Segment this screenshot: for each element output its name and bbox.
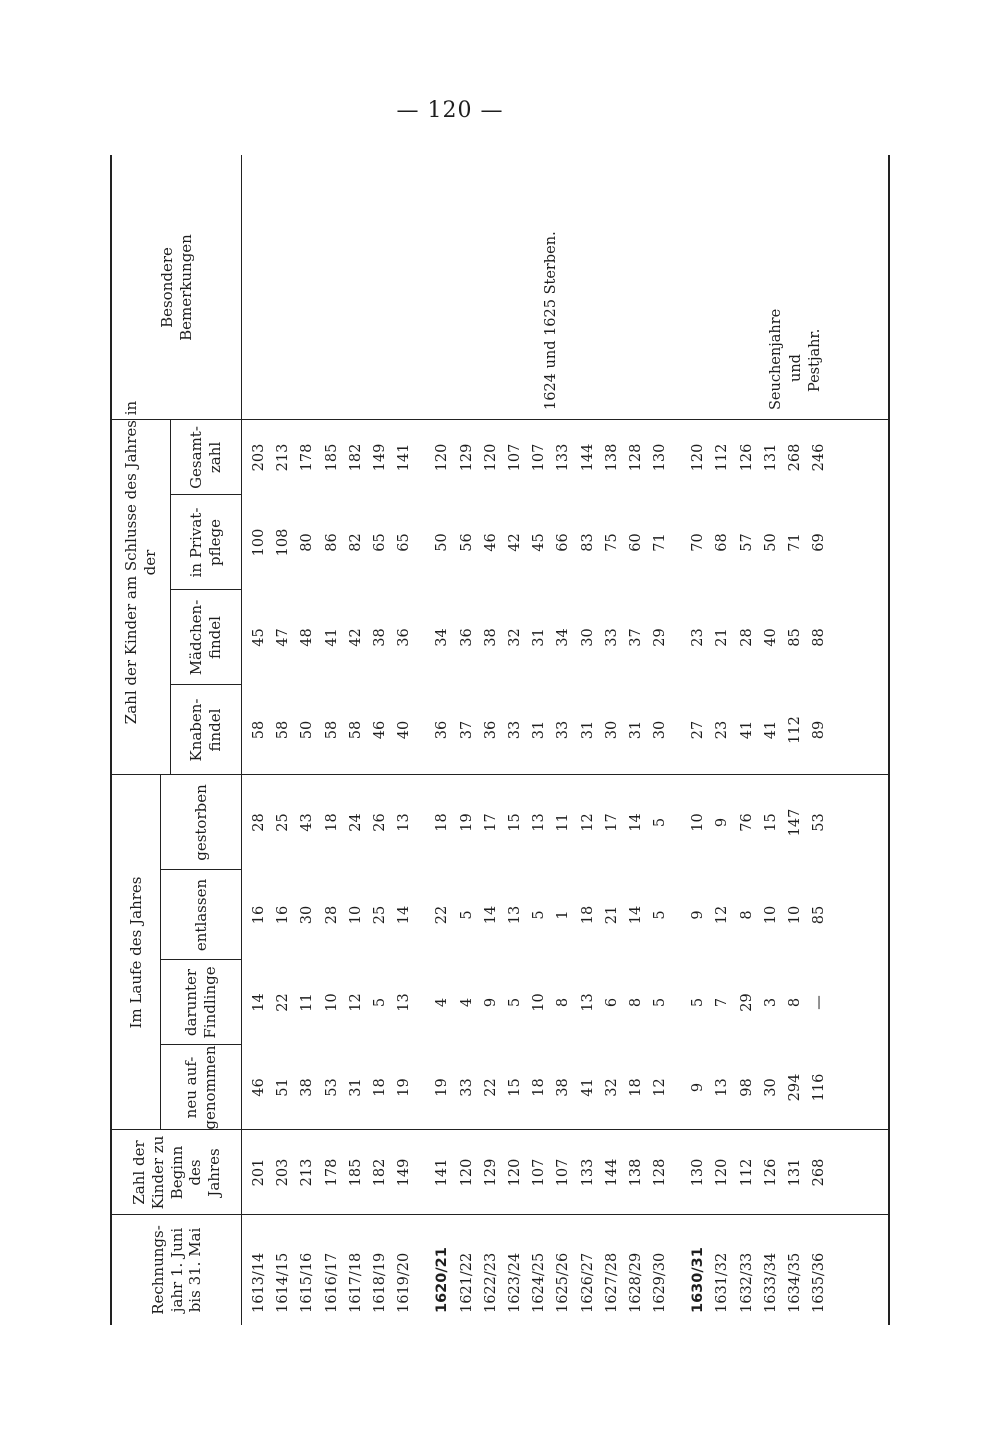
column-divider bbox=[170, 494, 242, 495]
cell-boys: 31 bbox=[579, 720, 596, 740]
cell-total: 182 bbox=[347, 443, 364, 472]
cell-total: 126 bbox=[738, 443, 755, 472]
column-divider bbox=[170, 684, 242, 685]
cell-start: 126 bbox=[762, 1158, 779, 1187]
cell-total: 268 bbox=[787, 443, 804, 472]
header-year: Rechnungs-jahr 1. Juni bis 31. Mai bbox=[148, 1225, 205, 1315]
cell-private: 83 bbox=[579, 533, 596, 552]
cell-new: 98 bbox=[738, 1078, 755, 1097]
cell-girls: 38 bbox=[482, 628, 499, 647]
table-header bbox=[112, 155, 242, 1325]
cell-new: 41 bbox=[579, 1078, 596, 1097]
rotated-table bbox=[110, 155, 890, 1325]
cell-girls: 34 bbox=[555, 628, 572, 647]
cell-private: 57 bbox=[738, 533, 755, 552]
cell-year: 1629/30 bbox=[652, 1252, 669, 1313]
cell-private: 75 bbox=[603, 533, 620, 552]
cell-private: 86 bbox=[323, 533, 340, 552]
cell-girls: 40 bbox=[762, 628, 779, 647]
cell-year: 1634/35 bbox=[787, 1252, 804, 1313]
cell-year: 1635/36 bbox=[811, 1252, 828, 1313]
cell-year: 1618/19 bbox=[372, 1252, 389, 1313]
table-row bbox=[479, 155, 503, 1325]
cell-private: 100 bbox=[251, 528, 268, 557]
cell-total: 107 bbox=[531, 443, 548, 472]
cell-foundlings: 29 bbox=[738, 993, 755, 1012]
cell-foundlings: 5 bbox=[690, 997, 707, 1008]
cell-new: 294 bbox=[787, 1073, 804, 1102]
cell-girls: 23 bbox=[690, 628, 707, 647]
cell-died: 15 bbox=[762, 813, 779, 832]
header-died: gestorben bbox=[191, 784, 210, 861]
cell-released: 30 bbox=[299, 905, 316, 925]
cell-girls: 33 bbox=[603, 628, 620, 647]
header-during-year: Im Laufe des Jahres bbox=[126, 876, 145, 1029]
table-row bbox=[600, 155, 624, 1325]
cell-died: 18 bbox=[434, 813, 451, 832]
cell-private: 65 bbox=[372, 533, 389, 552]
cell-boys: 30 bbox=[603, 720, 620, 740]
cell-start: 131 bbox=[787, 1158, 804, 1187]
cell-new: 53 bbox=[323, 1078, 340, 1097]
cell-released: 18 bbox=[579, 905, 596, 925]
remark-epidemic bbox=[767, 170, 826, 410]
cell-died: 13 bbox=[396, 813, 413, 832]
cell-girls: 37 bbox=[627, 628, 644, 647]
cell-released: 9 bbox=[690, 910, 707, 920]
cell-released: 5 bbox=[458, 910, 475, 920]
cell-foundlings: 4 bbox=[434, 997, 451, 1008]
cell-boys: 36 bbox=[434, 720, 451, 740]
header-end-count: Zahl der Kinder am Schlusse des Jahres in der bbox=[122, 400, 159, 725]
cell-foundlings: 22 bbox=[275, 993, 292, 1012]
cell-private: 66 bbox=[555, 533, 572, 552]
cell-released: 14 bbox=[396, 905, 413, 925]
cell-total: 107 bbox=[506, 443, 523, 472]
cell-total: 149 bbox=[372, 443, 389, 472]
cell-private: 60 bbox=[627, 533, 644, 552]
cell-died: 43 bbox=[299, 813, 316, 832]
cell-girls: 41 bbox=[323, 628, 340, 647]
cell-boys: 31 bbox=[531, 720, 548, 740]
cell-start: 138 bbox=[627, 1158, 644, 1187]
column-divider bbox=[170, 589, 242, 590]
cell-new: 51 bbox=[275, 1078, 292, 1097]
cell-girls: 45 bbox=[251, 628, 268, 647]
cell-total: 246 bbox=[811, 443, 828, 472]
cell-released: 21 bbox=[603, 905, 620, 925]
cell-private: 80 bbox=[299, 533, 316, 552]
cell-total: 178 bbox=[299, 443, 316, 472]
statistics-table bbox=[110, 155, 890, 1325]
cell-new: 18 bbox=[531, 1078, 548, 1097]
cell-private: 65 bbox=[396, 533, 413, 552]
cell-new: 18 bbox=[372, 1078, 389, 1097]
cell-total: 133 bbox=[555, 443, 572, 472]
cell-released: 85 bbox=[811, 905, 828, 925]
cell-boys: 46 bbox=[372, 720, 389, 740]
header-foundlings: darunter Findlinge bbox=[182, 966, 219, 1039]
cell-total: 141 bbox=[396, 443, 413, 472]
cell-total: 130 bbox=[652, 443, 669, 472]
cell-died: 17 bbox=[603, 813, 620, 832]
cell-girls: 38 bbox=[372, 628, 389, 647]
cell-year: 1615/16 bbox=[299, 1252, 316, 1313]
cell-new: 33 bbox=[458, 1078, 475, 1097]
remark-text: 1624 und 1625 Sterben. bbox=[543, 231, 559, 410]
cell-foundlings: 8 bbox=[555, 997, 572, 1008]
cell-girls: 21 bbox=[714, 628, 731, 647]
cell-foundlings: — bbox=[811, 995, 828, 1010]
remark-text: Seuchenjahre bbox=[768, 308, 784, 410]
cell-foundlings: 8 bbox=[787, 997, 804, 1008]
cell-private: 68 bbox=[714, 533, 731, 552]
cell-foundlings: 5 bbox=[372, 997, 389, 1008]
cell-new: 19 bbox=[434, 1078, 451, 1097]
cell-start: 203 bbox=[275, 1158, 292, 1187]
cell-foundlings: 4 bbox=[458, 997, 475, 1008]
cell-girls: 29 bbox=[652, 628, 669, 647]
cell-died: 25 bbox=[275, 813, 292, 832]
cell-new: 31 bbox=[347, 1078, 364, 1097]
row-group bbox=[247, 155, 416, 1325]
cell-girls: 34 bbox=[434, 628, 451, 647]
cell-died: 14 bbox=[627, 813, 644, 832]
cell-total: 131 bbox=[762, 443, 779, 472]
cell-girls: 47 bbox=[275, 628, 292, 647]
cell-new: 38 bbox=[299, 1078, 316, 1097]
cell-foundlings: 5 bbox=[506, 997, 523, 1008]
cell-start: 201 bbox=[251, 1158, 268, 1187]
cell-private: 82 bbox=[347, 533, 364, 552]
cell-died: 9 bbox=[714, 817, 731, 828]
cell-died: 17 bbox=[482, 813, 499, 832]
cell-released: 12 bbox=[714, 905, 731, 925]
cell-private: 56 bbox=[458, 533, 475, 552]
cell-new: 30 bbox=[762, 1078, 779, 1097]
cell-year: 1621/22 bbox=[458, 1252, 475, 1313]
cell-boys: 41 bbox=[738, 720, 755, 740]
cell-start: 128 bbox=[652, 1158, 669, 1187]
cell-released: 28 bbox=[323, 905, 340, 925]
cell-died: 147 bbox=[787, 808, 804, 837]
cell-year: 1620/21 bbox=[434, 1247, 451, 1313]
table-row bbox=[648, 155, 672, 1325]
cell-released: 5 bbox=[652, 910, 669, 920]
cell-year: 1625/26 bbox=[555, 1252, 572, 1313]
cell-start: 268 bbox=[811, 1158, 828, 1187]
table-row bbox=[455, 155, 479, 1325]
cell-total: 112 bbox=[714, 443, 731, 472]
table-row bbox=[344, 155, 368, 1325]
cell-year: 1628/29 bbox=[627, 1252, 644, 1313]
cell-died: 76 bbox=[738, 813, 755, 832]
cell-new: 9 bbox=[690, 1082, 707, 1093]
cell-released: 1 bbox=[555, 910, 572, 920]
cell-private: 45 bbox=[531, 533, 548, 552]
cell-girls: 88 bbox=[811, 628, 828, 647]
cell-new: 116 bbox=[811, 1073, 828, 1102]
cell-died: 28 bbox=[251, 813, 268, 832]
column-divider bbox=[160, 869, 242, 870]
header-new-admitted: neu auf-genommen bbox=[182, 1045, 219, 1130]
cell-year: 1617/18 bbox=[347, 1252, 364, 1313]
cell-released: 22 bbox=[434, 905, 451, 925]
cell-boys: 36 bbox=[482, 720, 499, 740]
cell-start: 107 bbox=[531, 1158, 548, 1187]
cell-girls: 85 bbox=[787, 628, 804, 647]
cell-private: 69 bbox=[811, 533, 828, 552]
cell-start: 185 bbox=[347, 1158, 364, 1187]
cell-year: 1624/25 bbox=[531, 1252, 548, 1313]
cell-start: 141 bbox=[434, 1158, 451, 1187]
cell-new: 32 bbox=[603, 1078, 620, 1097]
cell-foundlings: 11 bbox=[299, 993, 316, 1012]
cell-start: 178 bbox=[323, 1158, 340, 1187]
cell-released: 16 bbox=[251, 905, 268, 925]
cell-died: 19 bbox=[458, 813, 475, 832]
cell-new: 15 bbox=[506, 1078, 523, 1097]
cell-died: 24 bbox=[347, 813, 364, 832]
cell-start: 129 bbox=[482, 1158, 499, 1187]
cell-year: 1616/17 bbox=[323, 1252, 340, 1313]
table-row bbox=[575, 155, 599, 1325]
page-number: — 120 — bbox=[396, 98, 504, 123]
cell-died: 13 bbox=[531, 813, 548, 832]
cell-released: 14 bbox=[482, 905, 499, 925]
cell-girls: 28 bbox=[738, 628, 755, 647]
cell-year: 1623/24 bbox=[506, 1252, 523, 1313]
cell-foundlings: 5 bbox=[652, 997, 669, 1008]
cell-start: 107 bbox=[555, 1158, 572, 1187]
table-row bbox=[320, 155, 344, 1325]
table-row bbox=[503, 155, 527, 1325]
header-divider bbox=[160, 775, 161, 1130]
table-row bbox=[392, 155, 416, 1325]
cell-start: 144 bbox=[603, 1158, 620, 1187]
cell-girls: 36 bbox=[396, 628, 413, 647]
cell-released: 14 bbox=[627, 905, 644, 925]
table-row bbox=[430, 155, 454, 1325]
cell-boys: 50 bbox=[299, 720, 316, 740]
table-row bbox=[686, 155, 710, 1325]
cell-total: 120 bbox=[482, 443, 499, 472]
cell-boys: 30 bbox=[652, 720, 669, 740]
cell-private: 50 bbox=[762, 533, 779, 552]
cell-private: 71 bbox=[652, 533, 669, 552]
cell-boys: 58 bbox=[275, 720, 292, 740]
cell-died: 26 bbox=[372, 813, 389, 832]
cell-total: 120 bbox=[434, 443, 451, 472]
cell-private: 50 bbox=[434, 533, 451, 552]
cell-foundlings: 14 bbox=[251, 993, 268, 1012]
cell-boys: 40 bbox=[396, 720, 413, 740]
cell-year: 1622/23 bbox=[482, 1252, 499, 1313]
cell-total: 138 bbox=[603, 443, 620, 472]
cell-total: 203 bbox=[251, 443, 268, 472]
cell-year: 1633/34 bbox=[762, 1252, 779, 1313]
cell-boys: 31 bbox=[627, 720, 644, 740]
table-row bbox=[735, 155, 759, 1325]
cell-foundlings: 3 bbox=[762, 997, 779, 1008]
cell-girls: 30 bbox=[579, 628, 596, 647]
cell-foundlings: 12 bbox=[347, 993, 364, 1012]
cell-boys: 89 bbox=[811, 720, 828, 740]
cell-start: 120 bbox=[714, 1158, 731, 1187]
cell-private: 70 bbox=[690, 533, 707, 552]
cell-foundlings: 9 bbox=[482, 997, 499, 1008]
cell-boys: 112 bbox=[787, 716, 804, 744]
cell-boys: 58 bbox=[323, 720, 340, 740]
cell-released: 16 bbox=[275, 905, 292, 925]
header-total: Gesamt-zahl bbox=[187, 426, 224, 489]
cell-boys: 23 bbox=[714, 720, 731, 740]
cell-year: 1626/27 bbox=[579, 1252, 596, 1313]
cell-girls: 48 bbox=[299, 628, 316, 647]
cell-died: 10 bbox=[690, 813, 707, 832]
cell-private: 42 bbox=[506, 533, 523, 552]
column-divider bbox=[160, 959, 242, 960]
table-row bbox=[295, 155, 319, 1325]
cell-private: 108 bbox=[275, 528, 292, 557]
cell-new: 13 bbox=[714, 1078, 731, 1097]
cell-total: 144 bbox=[579, 443, 596, 472]
table-row bbox=[710, 155, 734, 1325]
cell-boys: 27 bbox=[690, 720, 707, 740]
cell-private: 71 bbox=[787, 533, 804, 552]
cell-start: 120 bbox=[458, 1158, 475, 1187]
cell-died: 5 bbox=[652, 817, 669, 828]
cell-start: 213 bbox=[299, 1158, 316, 1187]
cell-foundlings: 10 bbox=[323, 993, 340, 1012]
table-row bbox=[247, 155, 271, 1325]
header-girls-foundling: Mädchen-findel bbox=[187, 599, 224, 676]
cell-start: 120 bbox=[506, 1158, 523, 1187]
table-row bbox=[368, 155, 392, 1325]
cell-foundlings: 6 bbox=[603, 997, 620, 1008]
cell-foundlings: 13 bbox=[396, 993, 413, 1012]
cell-died: 11 bbox=[555, 813, 572, 832]
cell-year: 1614/15 bbox=[275, 1252, 292, 1313]
cell-boys: 33 bbox=[555, 720, 572, 740]
cell-released: 25 bbox=[372, 905, 389, 925]
header-released: entlassen bbox=[191, 878, 210, 952]
cell-start: 182 bbox=[372, 1158, 389, 1187]
cell-start: 133 bbox=[579, 1158, 596, 1187]
remark-text: und bbox=[787, 354, 804, 382]
cell-private: 46 bbox=[482, 533, 499, 552]
cell-foundlings: 10 bbox=[531, 993, 548, 1012]
column-divider bbox=[160, 1044, 242, 1045]
cell-year: 1632/33 bbox=[738, 1252, 755, 1313]
cell-died: 53 bbox=[811, 813, 828, 832]
table-row bbox=[624, 155, 648, 1325]
header-start-count: Zahl der Kinder zu Beginn des Jahres bbox=[130, 1135, 224, 1210]
cell-died: 15 bbox=[506, 813, 523, 832]
cell-new: 46 bbox=[251, 1078, 268, 1097]
cell-year: 1631/32 bbox=[714, 1252, 731, 1313]
header-private-care: in Privat-pflege bbox=[187, 507, 224, 578]
cell-boys: 41 bbox=[762, 720, 779, 740]
remark-text: Pestjahr. bbox=[807, 328, 824, 392]
cell-released: 8 bbox=[738, 910, 755, 920]
cell-new: 22 bbox=[482, 1078, 499, 1097]
cell-released: 5 bbox=[531, 910, 548, 920]
header-divider bbox=[170, 420, 171, 775]
cell-new: 12 bbox=[652, 1078, 669, 1097]
cell-boys: 58 bbox=[347, 720, 364, 740]
cell-boys: 58 bbox=[251, 720, 268, 740]
cell-total: 128 bbox=[627, 443, 644, 472]
header-boys-foundling: Knaben-findel bbox=[187, 698, 224, 762]
cell-start: 112 bbox=[738, 1158, 755, 1187]
table-row bbox=[271, 155, 295, 1325]
cell-girls: 36 bbox=[458, 628, 475, 647]
header-remarks: Besondere Bemerkungen bbox=[158, 234, 195, 341]
cell-start: 149 bbox=[396, 1158, 413, 1187]
cell-total: 120 bbox=[690, 443, 707, 472]
cell-released: 10 bbox=[762, 905, 779, 925]
cell-new: 19 bbox=[396, 1078, 413, 1097]
cell-year: 1627/28 bbox=[603, 1252, 620, 1313]
cell-foundlings: 7 bbox=[714, 997, 731, 1008]
cell-year: 1619/20 bbox=[396, 1252, 413, 1313]
cell-girls: 31 bbox=[531, 628, 548, 647]
cell-year: 1630/31 bbox=[690, 1247, 707, 1313]
cell-new: 38 bbox=[555, 1078, 572, 1097]
cell-girls: 42 bbox=[347, 628, 364, 647]
cell-total: 185 bbox=[323, 443, 340, 472]
cell-year: 1613/14 bbox=[251, 1252, 268, 1313]
cell-released: 10 bbox=[347, 905, 364, 925]
cell-foundlings: 8 bbox=[627, 997, 644, 1008]
cell-start: 130 bbox=[690, 1158, 707, 1187]
cell-died: 12 bbox=[579, 813, 596, 832]
cell-total: 213 bbox=[275, 443, 292, 472]
cell-released: 13 bbox=[506, 905, 523, 925]
cell-foundlings: 13 bbox=[579, 993, 596, 1012]
cell-released: 10 bbox=[787, 905, 804, 925]
cell-new: 18 bbox=[627, 1078, 644, 1097]
cell-boys: 37 bbox=[458, 720, 475, 740]
cell-died: 18 bbox=[323, 813, 340, 832]
cell-total: 129 bbox=[458, 443, 475, 472]
cell-boys: 33 bbox=[506, 720, 523, 740]
remark-plague-years bbox=[542, 170, 562, 410]
cell-girls: 32 bbox=[506, 628, 523, 647]
